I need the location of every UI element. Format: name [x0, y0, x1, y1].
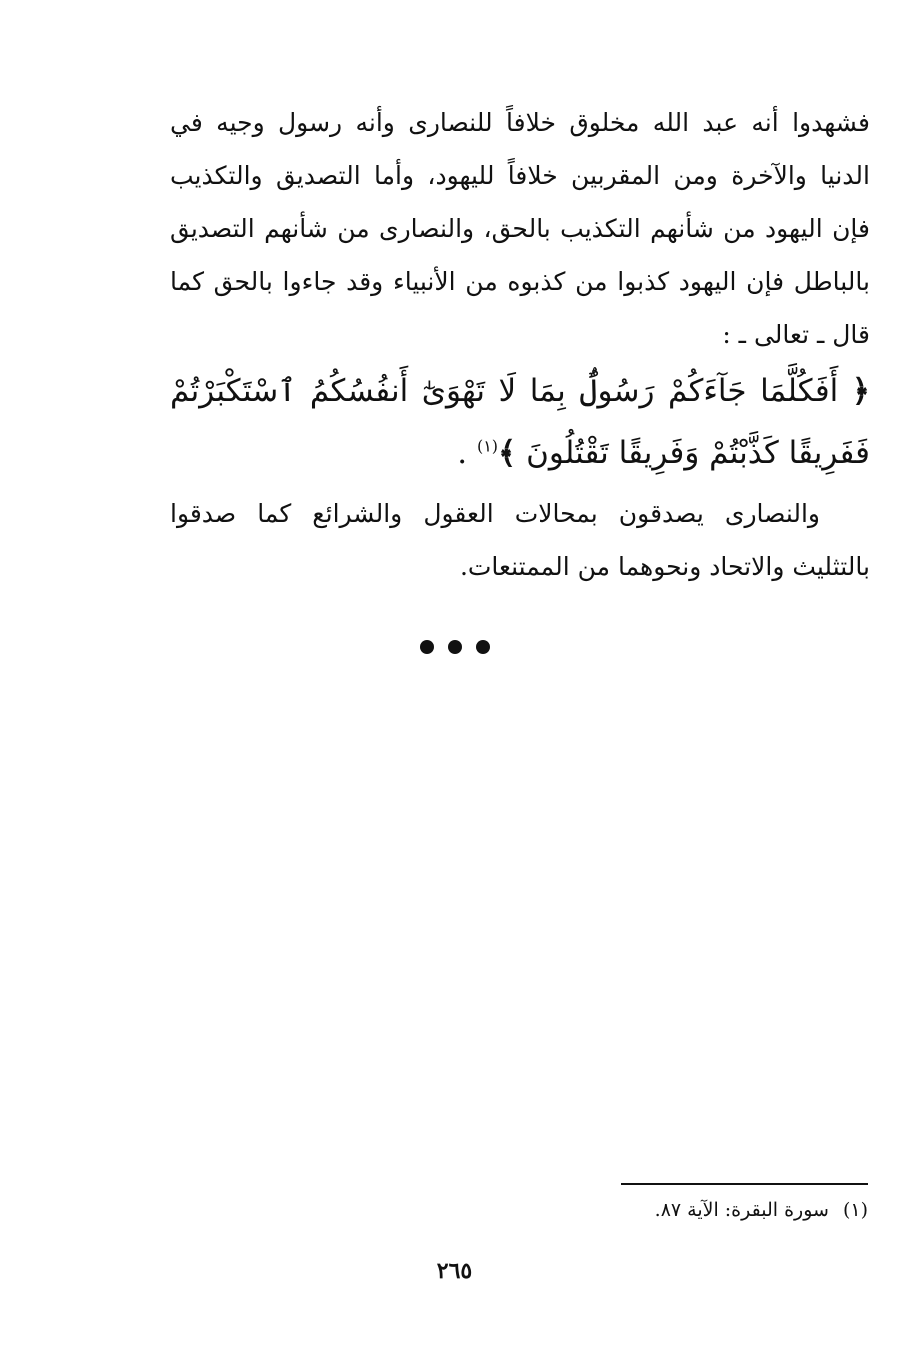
page-number: ٢٦٥: [436, 1258, 473, 1284]
separator-dot: [420, 640, 434, 654]
paragraph-1: فشهدوا أنه عبد الله مخلوق خلافاً للنصارى وأنه رسول وجيه في الدنيا والآخرة ومن المقربين خلافاً لليهود، وأما التصديق والتكذيب فإن اليهود من شأنهم التكذيب بالحق، والنصارى من شأنهم التصديق بالباطل فإن اليهود كذبوا من كذبوه من الأنبياء وقد جاءوا بالحق كما قال ـ تعالى ـ :: [170, 108, 870, 349]
quran-verse-end: .: [457, 435, 468, 471]
quran-open-bracket: ﴿: [851, 373, 871, 409]
footnote-text: سورة البقرة: الآية ٨٧.: [654, 1199, 829, 1221]
section-separator: [0, 640, 909, 654]
quran-verse-text: أَفَكُلَّمَا جَآءَكُمْ رَسُولٌۢ بِمَا لَا تَهْوَىٰٓ أَنفُسُكُمُ ٱسْتَكْبَرْتُمْ فَفَرِيقًا كَذَّبْتُمْ وَفَرِيقًا تَقْتُلُونَ: [170, 373, 870, 471]
footnote-reference: (١): [476, 436, 499, 456]
quran-close-bracket: ﴾: [498, 435, 517, 471]
quran-verse: [170, 360, 870, 484]
footnote-divider: [621, 1183, 868, 1185]
footnote: [480, 1196, 868, 1224]
paragraph-2: والنصارى يصدقون بمحالات العقول والشرائع كما صدقوا بالتثليث والاتحاد ونحوهما من الممتنعات.: [170, 499, 870, 581]
separator-dot: [476, 640, 490, 654]
separator-dot: [448, 640, 462, 654]
footnote-number: (١): [842, 1199, 868, 1221]
